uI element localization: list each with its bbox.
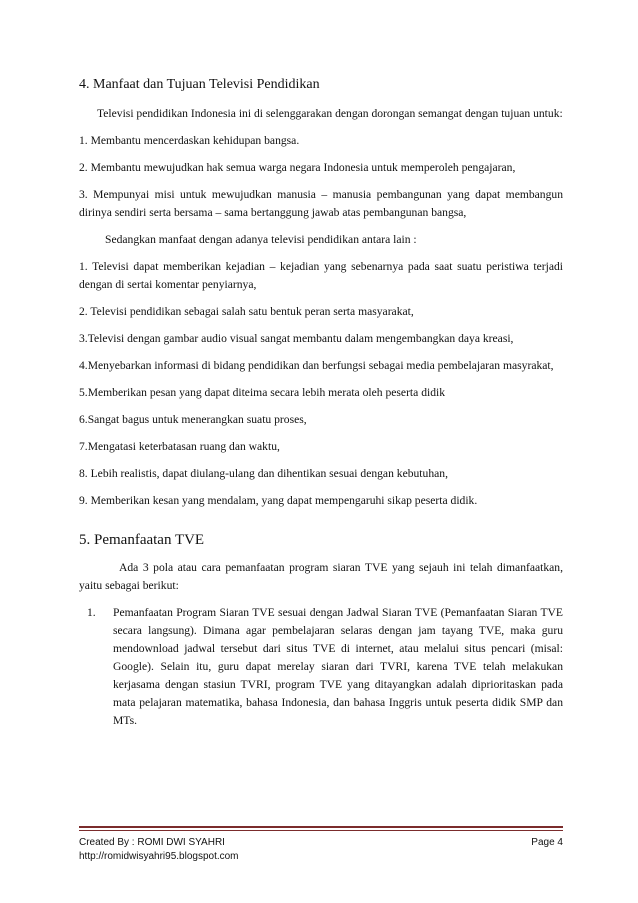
goal-item-3: 3. Mempunyai misi untuk mewujudkan manusia – manusia pembangunan yang dapat membangun dirinya sendiri serta bersama – sama bertanggung jawab atas pembangunan bangsa, bbox=[79, 188, 563, 219]
footer-blog-link[interactable]: http://romidwisyahri95.blogspot.com bbox=[79, 851, 239, 862]
goal-item-2: 2. Membantu mewujudkan hak semua warga negara Indonesia untuk memperoleh pengajaran, bbox=[79, 161, 516, 174]
section-4-intro: Televisi pendidikan Indonesia ini di selenggarakan dengan dorongan semangat dengan tujuan untuk: bbox=[97, 107, 563, 120]
benefit-item-9: 9. Memberikan kesan yang mendalam, yang dapat mempengaruhi sikap peserta didik. bbox=[79, 494, 478, 507]
benefits-intro: Sedangkan manfaat dengan adanya televisi pendidikan antara lain : bbox=[105, 233, 417, 246]
benefit-item-4: 4.Menyebarkan informasi di bidang pendidikan dan berfungsi sebagai media pembelajaran masyrakat, bbox=[79, 359, 554, 372]
benefit-item-1: 1. Televisi dapat memberikan kejadian – kejadian yang sebenarnya pada saat suatu peristiwa terjadi dengan di sertai komentar penyiarnya, bbox=[79, 260, 563, 291]
benefit-item-6: 6.Sangat bagus untuk menerangkan suatu proses, bbox=[79, 413, 307, 426]
tve-usage-list bbox=[79, 604, 563, 730]
list-item bbox=[79, 604, 563, 730]
page-content bbox=[79, 77, 563, 730]
footer-row bbox=[79, 837, 563, 848]
goal-item-1: 1. Membantu mencerdaskan kehidupan bangsa. bbox=[79, 134, 300, 147]
list-item-text: Pemanfaatan Program Siaran TVE sesuai dengan Jadwal Siaran TVE (Pemanfaatan Siaran TVE secara langsung). Dimana agar pembelajaran selaras dengan jam tayang TVE, maka guru mendownload jadwal tersebut dari situs TVE di internet, atau melalui situs pencari (misal: Google). Selain itu, guru dapat merelay siaran dari TVRI, karena TVE telah melakukan kerjasama dengan stasiun TVRI, program TVE yang ditayangkan adalah diprioritaskan pada mata pelajaran matematika, bahasa Indonesia, dan bahasa Inggris untuk peserta didik SMP dan MTs. bbox=[113, 606, 563, 727]
section-5-intro: Ada 3 pola atau cara pemanfaatan program siaran TVE yang sejauh ini telah dimanfaatkan, yaitu sebagai berikut: bbox=[79, 561, 563, 592]
footer-page-number: Page 4 bbox=[531, 837, 563, 848]
page-footer bbox=[79, 826, 563, 862]
section-4-heading: 4. Manfaat dan Tujuan Televisi Pendidikan bbox=[79, 77, 320, 92]
benefit-item-5: 5.Memberikan pesan yang dapat diteima secara lebih merata oleh peserta didik bbox=[79, 386, 446, 399]
benefit-item-7: 7.Mengatasi keterbatasan ruang dan waktu, bbox=[79, 440, 280, 453]
benefit-item-2: 2. Televisi pendidikan sebagai salah satu bentuk peran serta masyarakat, bbox=[79, 305, 414, 318]
footer-author: Created By : ROMI DWI SYAHRI bbox=[79, 837, 225, 848]
benefit-item-8: 8. Lebih realistis, dapat diulang-ulang dan dihentikan sesuai dengan kebutuhan, bbox=[79, 467, 448, 480]
footer-divider bbox=[79, 826, 563, 828]
benefit-item-3: 3.Televisi dengan gambar audio visual sangat membantu dalam mengembangkan daya kreasi, bbox=[79, 332, 514, 345]
footer-divider-thin bbox=[79, 830, 563, 831]
section-5-heading: 5. Pemanfaatan TVE bbox=[79, 532, 205, 548]
list-item-number: 1. bbox=[87, 606, 96, 619]
